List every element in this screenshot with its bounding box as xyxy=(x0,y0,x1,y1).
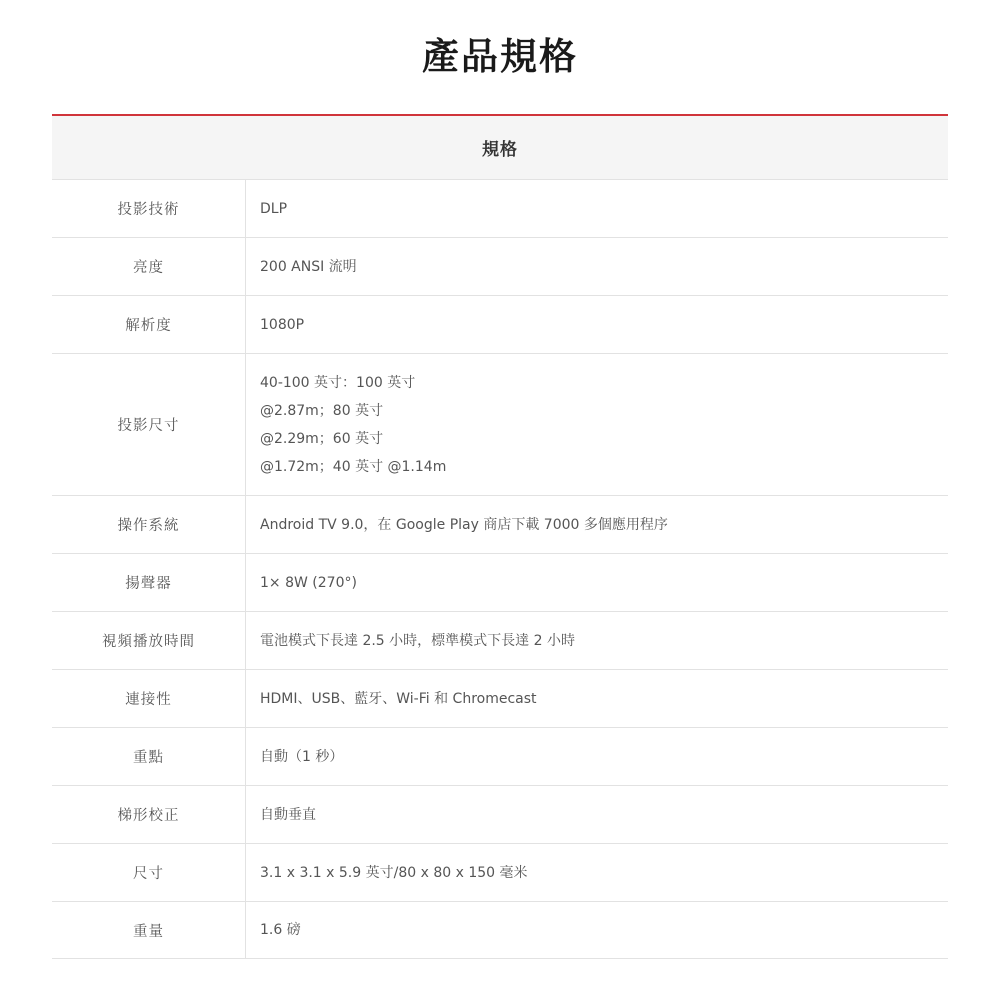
spec-label: 揚聲器 xyxy=(52,554,246,611)
spec-row-speaker xyxy=(52,554,948,612)
spec-row-playback-time xyxy=(52,612,948,670)
spec-value xyxy=(246,180,948,237)
spec-value xyxy=(246,554,948,611)
spec-row-keystone xyxy=(52,786,948,844)
spec-label: 投影尺寸 xyxy=(52,354,246,495)
spec-value xyxy=(246,728,948,785)
spec-value-line: HDMI、USB、藍牙、Wi-Fi 和 Chromecast xyxy=(260,690,537,707)
spec-value-line: 1.6 磅 xyxy=(260,922,301,938)
spec-value xyxy=(246,670,948,727)
spec-label: 操作系統 xyxy=(52,496,246,553)
spec-value-line: 3.1 x 3.1 x 5.9 英寸/80 x 80 x 150 毫米 xyxy=(260,864,528,881)
spec-value xyxy=(246,786,948,843)
spec-value xyxy=(246,296,948,353)
spec-value-line: 1× 8W (270°) xyxy=(260,574,357,591)
spec-row-resolution xyxy=(52,296,948,354)
spec-table-header: 規格 xyxy=(52,116,948,180)
spec-row-projection-size xyxy=(52,354,948,496)
spec-row-projection-tech xyxy=(52,180,948,238)
spec-row-dimensions xyxy=(52,844,948,902)
spec-value-line: 200 ANSI 流明 xyxy=(260,258,357,275)
spec-row-brightness xyxy=(52,238,948,296)
spec-value xyxy=(246,902,948,958)
spec-value-line: @1.72m；40 英寸 @1.14m xyxy=(260,458,447,475)
spec-label: 尺寸 xyxy=(52,844,246,901)
page-title: 產品規格 xyxy=(422,35,578,78)
spec-label: 視頻播放時間 xyxy=(52,612,246,669)
spec-value xyxy=(246,844,948,901)
spec-row-os xyxy=(52,496,948,554)
spec-value-line: DLP xyxy=(260,200,288,217)
spec-label: 重點 xyxy=(52,728,246,785)
spec-value-line: @2.29m；60 英寸 xyxy=(260,430,384,447)
spec-value-line: 電池模式下長達 2.5 小時，標準模式下長達 2 小時 xyxy=(260,632,575,649)
spec-value xyxy=(246,612,948,669)
spec-row-focus xyxy=(52,728,948,786)
spec-label: 亮度 xyxy=(52,238,246,295)
spec-label: 連接性 xyxy=(52,670,246,727)
spec-value xyxy=(246,238,948,295)
spec-label: 重量 xyxy=(52,902,246,958)
spec-label: 梯形校正 xyxy=(52,786,246,843)
spec-value xyxy=(246,354,948,495)
spec-value xyxy=(246,496,948,553)
spec-table xyxy=(52,114,948,959)
spec-label: 解析度 xyxy=(52,296,246,353)
spec-value-line: Android TV 9.0，在 Google Play 商店下載 7000 多個應用程序 xyxy=(260,516,668,533)
spec-row-connectivity xyxy=(52,670,948,728)
spec-value-line: 1080P xyxy=(260,316,305,333)
spec-label: 投影技術 xyxy=(52,180,246,237)
spec-value-line: 自動（1 秒） xyxy=(260,748,344,765)
spec-row-weight xyxy=(52,902,948,959)
spec-value-line: 40-100 英寸：100 英寸 xyxy=(260,374,416,391)
spec-value-line: @2.87m；80 英寸 xyxy=(260,402,384,419)
spec-value-line: 自動垂直 xyxy=(260,806,316,823)
